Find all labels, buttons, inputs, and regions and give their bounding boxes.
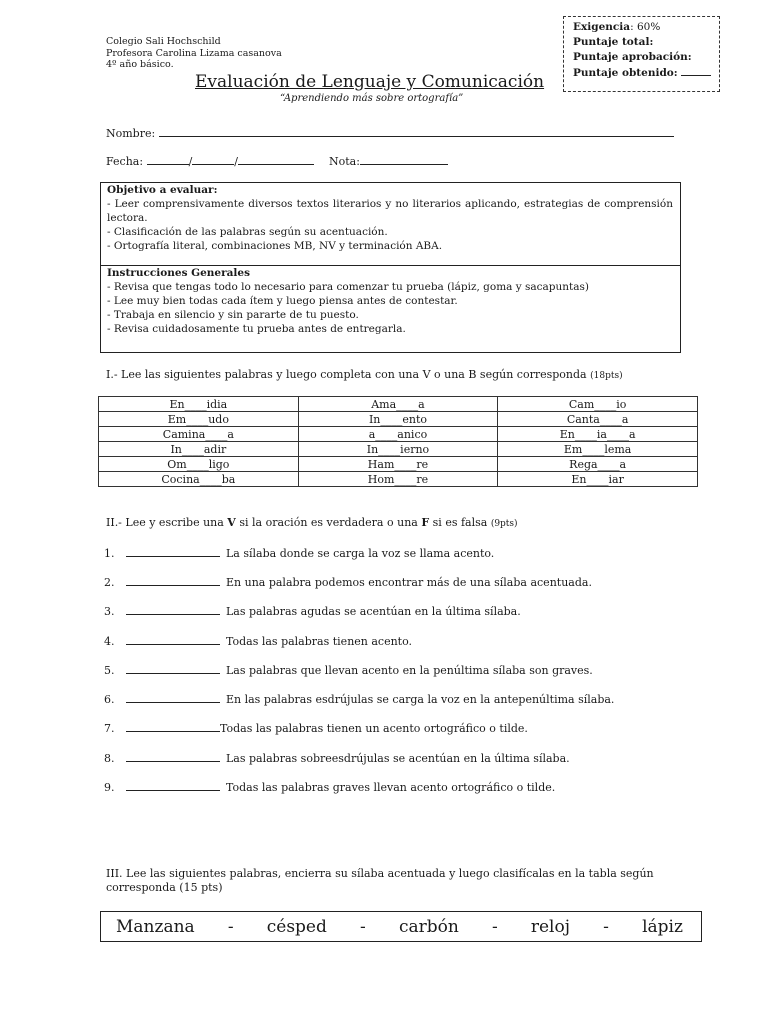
section1-heading xyxy=(106,368,623,381)
fecha-day-blank[interactable] xyxy=(147,154,189,165)
word-cell[interactable]: Om____ligo xyxy=(99,457,299,472)
puntaje-total: Puntaje total: xyxy=(573,36,654,48)
word[interactable]: reloj xyxy=(530,916,570,937)
table-row xyxy=(99,472,698,487)
objectives-section xyxy=(101,183,680,266)
separator: - xyxy=(603,916,609,937)
score-box xyxy=(563,16,720,92)
fecha-row: Fecha: / / Nota: xyxy=(106,154,448,168)
item-number: 1. xyxy=(104,547,115,560)
word-cell[interactable]: In____ierno xyxy=(298,442,498,457)
section1-word-table xyxy=(98,396,698,487)
list-item xyxy=(104,663,593,677)
item-number: 8. xyxy=(104,752,115,765)
instruction-item: - Revisa cuidadosamente tu prueba antes de entregarla. xyxy=(107,323,406,335)
item-text: Las palabras que llevan acento en la penúltima sílaba son graves. xyxy=(226,664,593,677)
answer-blank[interactable] xyxy=(126,751,220,762)
school-header xyxy=(106,36,282,71)
word-cell[interactable]: Camina____a xyxy=(99,427,299,442)
grade-label: 4º año básico. xyxy=(106,59,174,70)
list-item xyxy=(104,575,592,589)
item-number: 7. xyxy=(104,722,115,735)
table-row xyxy=(99,397,698,412)
objectives-box xyxy=(100,182,681,353)
item-text: En una palabra podemos encontrar más de una sílaba acentuada. xyxy=(226,576,592,589)
objective-item: - Ortografía literal, combinaciones MB, NV y terminación ABA. xyxy=(107,240,443,252)
separator: - xyxy=(360,916,366,937)
word[interactable]: césped xyxy=(266,916,327,937)
nota-label: Nota: xyxy=(329,155,360,168)
section2-heading-pre: II.- Lee y escribe una xyxy=(106,516,228,529)
section1-heading-text: I.- Lee las siguientes palabras y luego completa con una V o una B según corresponda xyxy=(106,368,587,381)
answer-blank[interactable] xyxy=(126,546,220,557)
word-cell[interactable]: En____ia____a xyxy=(498,427,698,442)
word-cell[interactable]: En____idia xyxy=(99,397,299,412)
table-row xyxy=(99,412,698,427)
instruction-item: - Revisa que tengas todo lo necesario para comenzar tu prueba (lápiz, goma y sacapuntas) xyxy=(107,281,590,293)
list-item xyxy=(104,721,528,735)
list-item xyxy=(104,751,570,765)
word-cell[interactable]: En____iar xyxy=(498,472,698,487)
section2-points: (9pts) xyxy=(490,519,518,529)
list-item xyxy=(104,634,412,648)
puntaje-obtenido-blank[interactable] xyxy=(681,65,711,76)
item-number: 5. xyxy=(104,664,115,677)
section2-f: F xyxy=(421,516,430,529)
section2-heading xyxy=(106,516,518,529)
answer-blank[interactable] xyxy=(126,575,220,586)
item-text: Todas las palabras graves llevan acento ortográfico o tilde. xyxy=(226,781,556,794)
table-row xyxy=(99,442,698,457)
nombre-row xyxy=(106,126,674,140)
list-item xyxy=(104,692,614,706)
item-number: 2. xyxy=(104,576,115,589)
item-text: Todas las palabras tienen un acento ortográfico o tilde. xyxy=(220,722,528,735)
section1-points: (18pts) xyxy=(590,371,623,381)
answer-blank[interactable] xyxy=(126,604,220,615)
item-text: Las palabras agudas se acentúan en la última sílaba. xyxy=(226,605,521,618)
teacher-name: Profesora Carolina Lizama casanova xyxy=(106,47,282,59)
page-subtitle: “Aprendiendo más sobre ortografía” xyxy=(280,93,464,104)
answer-blank[interactable] xyxy=(126,634,220,645)
section2-heading-post: si es falsa xyxy=(429,516,491,529)
list-item xyxy=(104,780,555,794)
item-text: En las palabras esdrújulas se carga la voz en la antepenúltima sílaba. xyxy=(226,693,615,706)
word-cell[interactable]: In____adir xyxy=(99,442,299,457)
nombre-blank[interactable] xyxy=(159,126,674,137)
section2-v: V xyxy=(227,516,236,529)
word-cell[interactable]: a____anico xyxy=(298,427,498,442)
instructions-section xyxy=(101,266,680,336)
word-cell[interactable]: Hom____re xyxy=(298,472,498,487)
exigencia-label: Exigencia xyxy=(573,21,631,33)
item-number: 9. xyxy=(104,781,115,794)
separator: - xyxy=(491,916,498,937)
item-number: 4. xyxy=(104,635,115,648)
school-name: Colegio Sali Hochschild xyxy=(106,36,221,47)
puntaje-obtenido: Puntaje obtenido: xyxy=(573,67,678,79)
exigencia-row xyxy=(573,20,719,35)
objectives-heading: Objetivo a evaluar: xyxy=(107,184,218,196)
nombre-label: Nombre: xyxy=(106,127,156,140)
word-cell[interactable]: Cam____io xyxy=(498,397,698,412)
exigencia-value: : 60% xyxy=(630,21,661,33)
page-title: Evaluación de Lenguaje y Comunicación xyxy=(195,72,545,92)
word-cell[interactable]: Ham____re xyxy=(298,457,498,472)
answer-blank[interactable] xyxy=(126,663,220,674)
answer-blank[interactable] xyxy=(126,692,220,703)
puntaje-obtenido-row xyxy=(573,65,719,81)
answer-blank[interactable] xyxy=(126,780,220,791)
instructions-heading: Instrucciones Generales xyxy=(107,267,251,279)
item-number: 3. xyxy=(104,605,115,618)
word-cell[interactable]: Canta____a xyxy=(498,412,698,427)
item-text: La sílaba donde se carga la voz se llama acento. xyxy=(226,547,495,560)
section3-heading: III. Lee las siguientes palabras, encierra su sílaba acentuada y luego clasifícalas en la tabla según corresponda (15 pts) xyxy=(106,867,654,894)
answer-blank[interactable] xyxy=(126,721,220,732)
table-row xyxy=(99,457,698,472)
instruction-item: - Trabaja en silencio y sin pararte de tu puesto. xyxy=(107,309,359,321)
word-cell[interactable]: In____ento xyxy=(298,412,498,427)
table-row xyxy=(99,427,698,442)
word-cell[interactable]: Em____udo xyxy=(99,412,299,427)
objective-item: - Leer comprensivamente diversos textos literarios y no literarios aplicando, estrategias de comprensión lectora. xyxy=(107,198,673,224)
section3-word-box xyxy=(100,911,702,942)
separator: - xyxy=(227,916,234,937)
objective-item: - Clasificación de las palabras según su acentuación. xyxy=(107,226,388,238)
instruction-item: - Lee muy bien todas cada ítem y luego piensa antes de contestar. xyxy=(107,295,458,307)
list-item xyxy=(104,604,521,618)
word-cell[interactable]: Rega____a xyxy=(498,457,698,472)
section2-heading-mid: si la oración es verdadera o una xyxy=(235,516,422,529)
fecha-label: Fecha: xyxy=(106,155,144,168)
fecha-year-blank[interactable] xyxy=(238,154,314,165)
word[interactable]: lápiz xyxy=(642,916,683,937)
word-cell[interactable]: Em____lema xyxy=(498,442,698,457)
word-cell[interactable]: Cocina____ba xyxy=(99,472,299,487)
item-text: Las palabras sobreesdrújulas se acentúan en la última sílaba. xyxy=(226,752,570,765)
word[interactable]: Manzana xyxy=(116,916,195,937)
nota-blank[interactable] xyxy=(360,154,448,165)
item-text: Todas las palabras tienen acento. xyxy=(226,635,413,648)
fecha-month-blank[interactable] xyxy=(192,154,234,165)
list-item xyxy=(104,546,494,560)
item-number: 6. xyxy=(104,693,115,706)
puntaje-aprobacion: Puntaje aprobación: xyxy=(573,51,692,63)
word[interactable]: carbón xyxy=(398,916,459,937)
word-cell[interactable]: Ama____a xyxy=(298,397,498,412)
